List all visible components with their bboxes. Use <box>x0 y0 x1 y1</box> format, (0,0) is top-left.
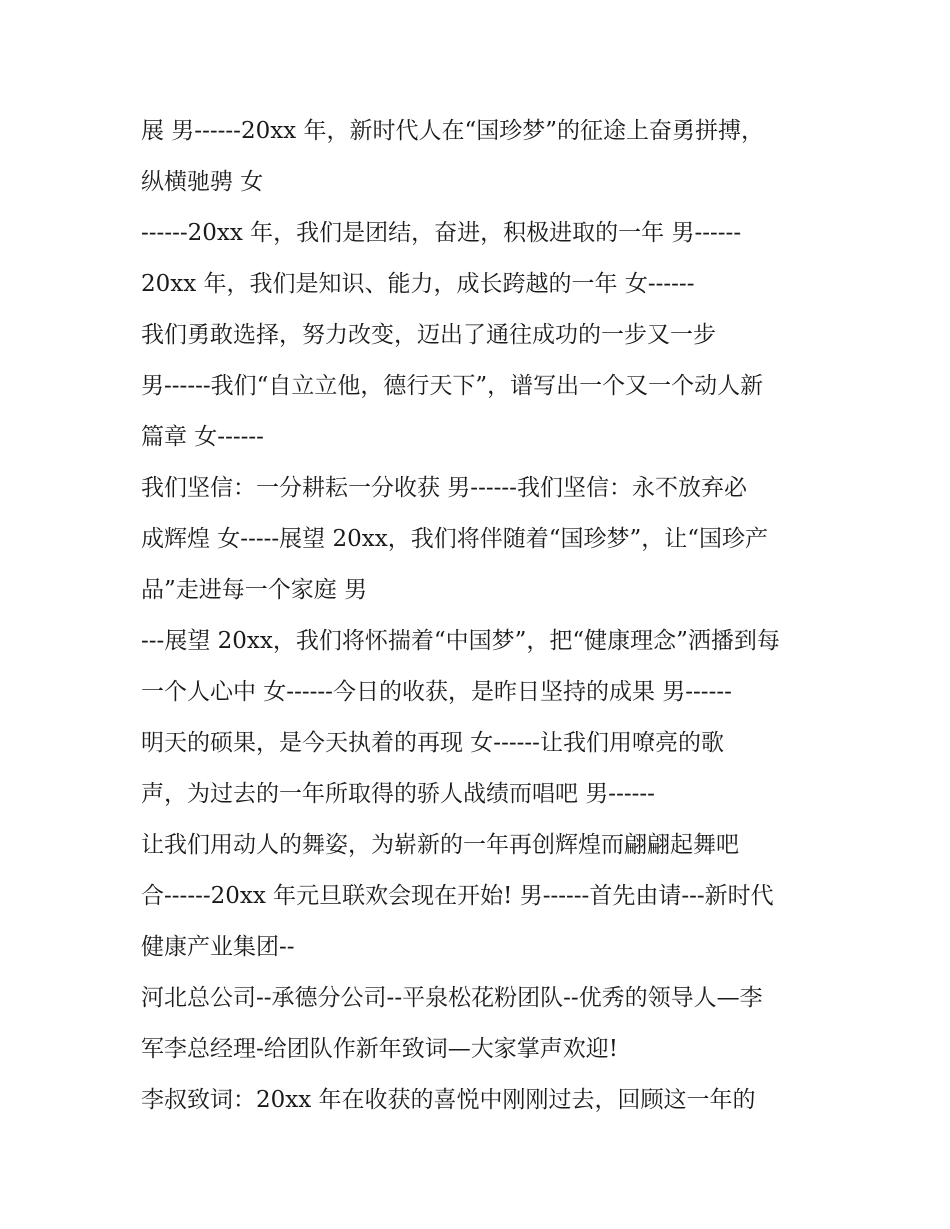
text-line: 我们坚信：一分耕耘一分收获 男------我们坚信：永不放弃必 <box>141 475 747 501</box>
text-line: 篇章 女------ <box>141 424 264 450</box>
text-line: 河北总公司--承德分公司--平泉松花粉团队--优秀的领导人—李 <box>141 985 763 1011</box>
text-line: 声，为过去的一年所取得的骄人战绩而唱吧 男------ <box>141 781 655 807</box>
text-line: ------20xx 年，我们是团结，奋进，积极进取的一年 男------ <box>141 220 742 246</box>
text-line: 军李总经理-给团队作新年致词—大家掌声欢迎! <box>141 1036 619 1062</box>
document-body <box>141 106 841 1126</box>
text-line: 我们勇敢选择，努力改变，迈出了通往成功的一步又一步 <box>141 322 716 348</box>
text-line: 一个人心中 女------今日的收获，是昨日坚持的成果 男------ <box>141 679 732 705</box>
text-line: 健康产业集团-- <box>141 934 295 960</box>
text-line: ---展望 20xx，我们将怀揣着“中国梦”，把“健康理念”洒播到每 <box>141 628 780 654</box>
text-line: 成辉煌 女-----展望 20xx，我们将伴随着“国珍梦”，让“国珍产 <box>141 526 768 552</box>
text-line: 合------20xx 年元旦联欢会现在开始! 男------首先由请---新时代 <box>141 883 774 909</box>
text-line: 20xx 年，我们是知识、能力，成长跨越的一年 女------ <box>141 271 695 297</box>
text-line: 让我们用动人的舞姿，为崭新的一年再创辉煌而翩翩起舞吧 <box>141 832 739 858</box>
text-line: 品”走进每一个家庭 男 <box>141 577 368 603</box>
text-line: 展 男------20xx 年，新时代人在“国珍梦”的征途上奋勇拼搏， <box>141 118 764 144</box>
text-line: 明天的硕果，是今天执着的再现 女------让我们用嘹亮的歌 <box>141 730 724 756</box>
text-line: 男------我们“自立立他，德行天下”，谱写出一个又一个动人新 <box>141 373 764 399</box>
text-line: 李叔致词：20xx 年在收获的喜悦中刚刚过去，回顾这一年的 <box>141 1087 756 1113</box>
text-line: 纵横驰骋 女 <box>141 169 264 195</box>
